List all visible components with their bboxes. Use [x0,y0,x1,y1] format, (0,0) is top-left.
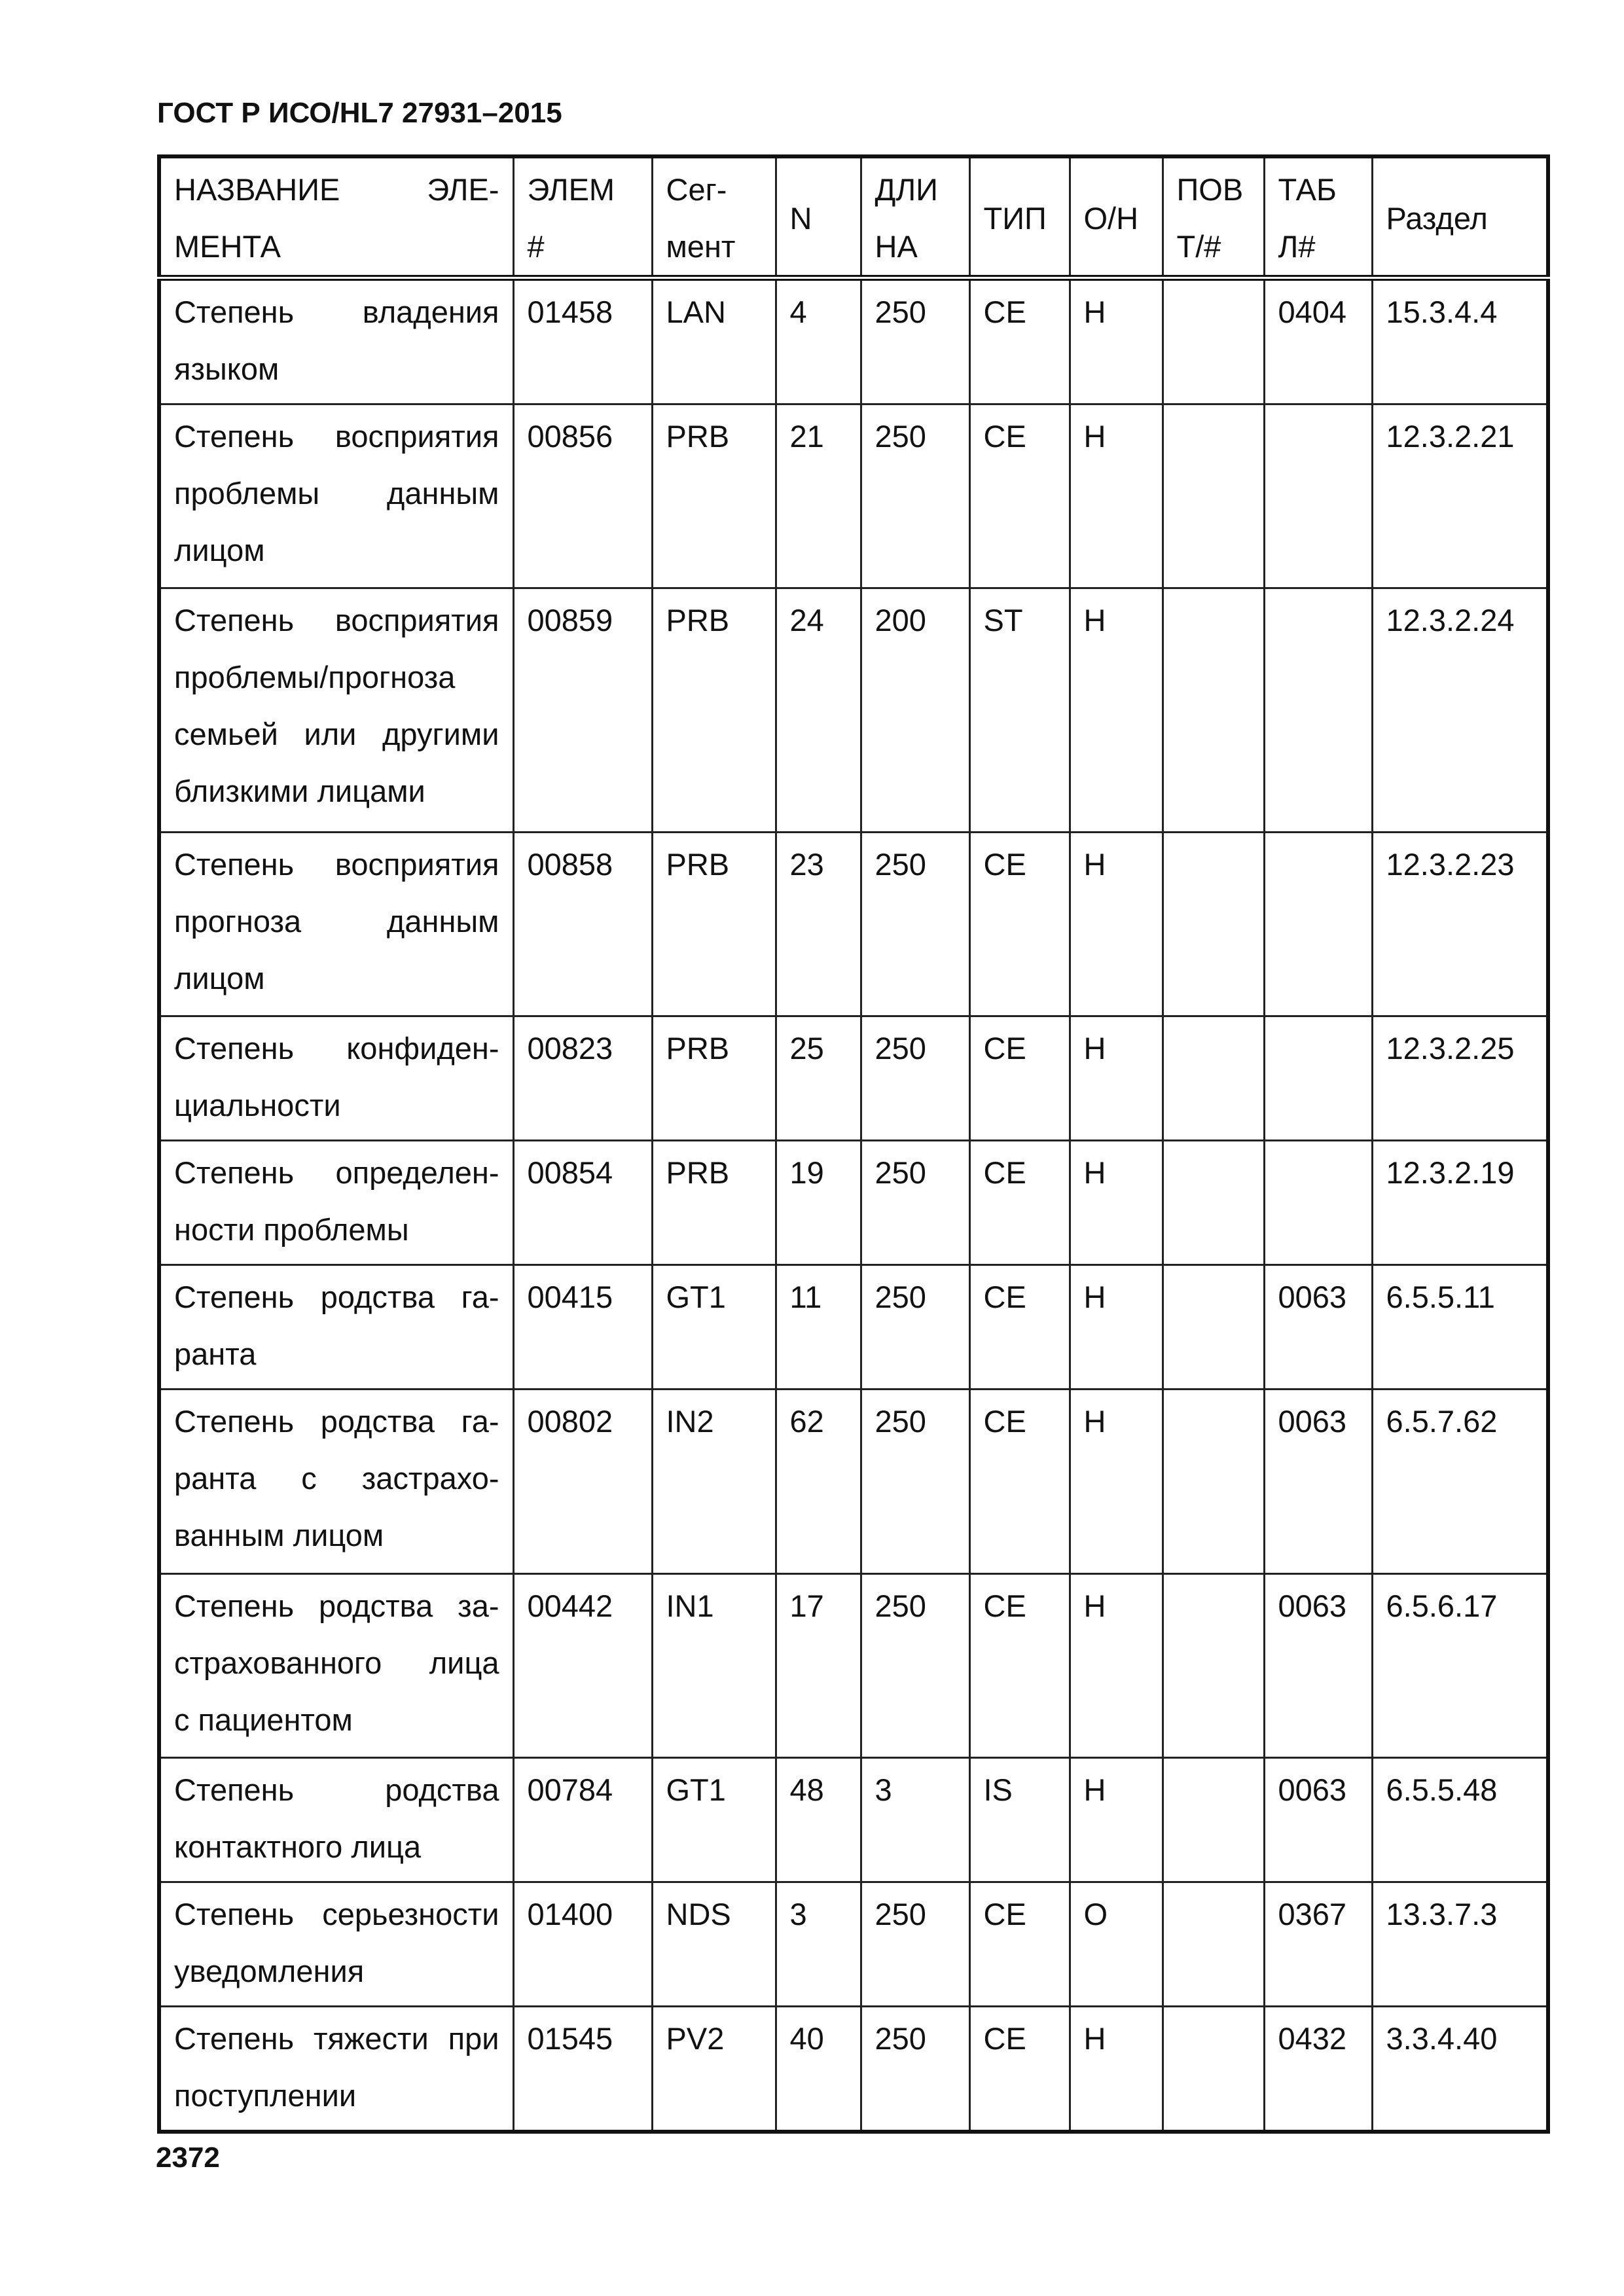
cell-section: 6.5.7.62 [1372,1390,1548,1573]
cell-elem: 00802 [513,1390,652,1573]
cell-n: 25 [776,1016,861,1141]
element-name-cell [159,1882,513,2006]
cell-section: 12.3.2.19 [1372,1141,1548,1265]
cell-rep [1163,2006,1264,2132]
column-header-elem [513,156,652,278]
page-number: 2372 [156,2142,220,2174]
cell-section: 6.5.5.48 [1372,1757,1548,1882]
element-name-cell [159,404,513,588]
cell-segment: NDS [652,1882,776,2006]
element-name-line: языком [174,351,280,386]
table-body [159,278,1548,2132]
element-name-line: лицом [174,533,265,568]
cell-rep [1163,1757,1264,1882]
cell-type: CE [969,1390,1070,1573]
cell-n: 40 [776,2006,861,2132]
element-name-line: ности проблемы [174,1212,409,1247]
table-header [159,156,1548,278]
column-header-n [776,156,861,278]
cell-type: IS [969,1757,1070,1882]
element-name-line: Степень восприятия [174,603,499,638]
cell-segment: GT1 [652,1265,776,1390]
column-header-line: мент [666,229,736,264]
cell-elem: 00415 [513,1265,652,1390]
cell-opt: Н [1070,833,1163,1016]
cell-segment: GT1 [652,1757,776,1882]
cell-rep [1163,1573,1264,1757]
element-name-line: Степень определен- [174,1155,499,1191]
cell-rep [1163,278,1264,404]
cell-tbl: 0404 [1264,278,1372,404]
element-name-cell [159,2006,513,2132]
cell-elem: 01458 [513,278,652,404]
cell-n: 48 [776,1757,861,1882]
cell-type: CE [969,1016,1070,1141]
cell-segment: PRB [652,1016,776,1141]
cell-type: CE [969,1882,1070,2006]
element-name-line: Степень родства за- [174,1588,499,1623]
cell-segment: PRB [652,833,776,1016]
cell-tbl [1264,833,1372,1016]
cell-section: 13.3.7.3 [1372,1882,1548,2006]
cell-section: 6.5.5.11 [1372,1265,1548,1390]
column-header-type [969,156,1070,278]
column-header-line: О/Н [1083,200,1139,236]
cell-segment: PRB [652,404,776,588]
element-name-line: Степень серьезности [174,1896,499,1931]
table-row [159,1016,1548,1141]
element-name-line: ранта [174,1336,257,1372]
cell-opt: Н [1070,1573,1163,1757]
cell-length: 250 [861,2006,969,2132]
column-header-line: ДЛИ [875,172,938,207]
cell-tbl: 0367 [1264,1882,1372,2006]
cell-n: 3 [776,1882,861,2006]
element-name-cell [159,278,513,404]
table-row [159,1882,1548,2006]
column-header-line: Сег- [666,172,727,207]
cell-type: CE [969,2006,1070,2132]
element-name-cell [159,1141,513,1265]
element-name-cell [159,1265,513,1390]
cell-elem: 01400 [513,1882,652,2006]
cell-type: CE [969,278,1070,404]
column-header-tbl [1264,156,1372,278]
cell-elem: 00859 [513,588,652,833]
column-header-length [861,156,969,278]
cell-section: 12.3.2.25 [1372,1016,1548,1141]
cell-type: CE [969,404,1070,588]
cell-rep [1163,1141,1264,1265]
cell-length: 250 [861,833,969,1016]
cell-section: 6.5.6.17 [1372,1573,1548,1757]
cell-length: 250 [861,1141,969,1265]
cell-section: 12.3.2.24 [1372,588,1548,833]
table-row [159,1573,1548,1757]
table-row [159,1265,1548,1390]
element-name-line: лицом [174,961,265,996]
element-name-line: поступлении [174,2077,357,2113]
cell-section: 15.3.4.4 [1372,278,1548,404]
cell-rep [1163,588,1264,833]
column-header-line: Л# [1278,229,1316,264]
element-name-line: Степень родства га- [174,1404,499,1439]
cell-tbl [1264,404,1372,588]
column-header-rep [1163,156,1264,278]
column-header-line: ЭЛЕМ [527,172,615,207]
element-name-cell [159,1573,513,1757]
element-name-cell [159,1016,513,1141]
cell-type: CE [969,833,1070,1016]
cell-opt: Н [1070,1265,1163,1390]
header-row [159,156,1548,278]
cell-opt: Н [1070,278,1163,404]
cell-elem: 01545 [513,2006,652,2132]
cell-segment: PRB [652,1141,776,1265]
column-header-name [159,156,513,278]
cell-tbl: 0063 [1264,1757,1372,1882]
cell-length: 250 [861,278,969,404]
element-name-line: Степень тяжести при [174,2020,499,2056]
cell-segment: PRB [652,588,776,833]
column-header-line: НА [875,229,918,264]
cell-rep [1163,1882,1264,2006]
cell-rep [1163,1016,1264,1141]
cell-rep [1163,1265,1264,1390]
cell-n: 19 [776,1141,861,1265]
cell-n: 21 [776,404,861,588]
element-name-line: семьей или другими [174,717,499,752]
element-name-line: с пациентом [174,1702,353,1737]
cell-n: 24 [776,588,861,833]
cell-opt: Н [1070,2006,1163,2132]
cell-n: 17 [776,1573,861,1757]
element-name-cell [159,833,513,1016]
column-header-line: НАЗВАНИЕ ЭЛЕ- [174,172,499,207]
element-name-line: близкими лицами [174,774,425,809]
cell-segment: IN2 [652,1390,776,1573]
element-name-line: Степень владения [174,295,499,329]
cell-length: 3 [861,1757,969,1882]
cell-n: 62 [776,1390,861,1573]
element-name-line: проблемы данным [174,476,499,511]
element-name-line: прогноза данным [174,904,499,939]
cell-length: 250 [861,1882,969,2006]
elements-table [157,154,1550,2134]
column-header-line: N [789,200,812,236]
column-header-segment [652,156,776,278]
cell-length: 250 [861,1016,969,1141]
document-header: ГОСТ Р ИСО/HL7 27931–2015 [157,97,562,129]
cell-elem: 00784 [513,1757,652,1882]
element-name-line: уведомления [174,1953,365,1988]
cell-opt: Н [1070,404,1163,588]
cell-length: 250 [861,404,969,588]
cell-opt: Н [1070,588,1163,833]
element-name-line: страхованного лица [174,1645,499,1680]
column-header-line: ПОВ [1176,172,1244,207]
cell-n: 4 [776,278,861,404]
column-header-section [1372,156,1548,278]
cell-section: 12.3.2.23 [1372,833,1548,1016]
cell-type: CE [969,1265,1070,1390]
cell-elem: 00823 [513,1016,652,1141]
table-row [159,1757,1548,1882]
cell-tbl [1264,588,1372,833]
element-name-line: циальности [174,1088,341,1123]
cell-length: 250 [861,1265,969,1390]
cell-opt: Н [1070,1016,1163,1141]
cell-opt: Н [1070,1757,1163,1882]
table-row [159,1390,1548,1573]
column-header-opt [1070,156,1163,278]
column-header-line: # [527,229,545,264]
cell-elem: 00442 [513,1573,652,1757]
cell-elem: 00858 [513,833,652,1016]
element-name-line: Степень восприятия [174,419,499,454]
cell-rep [1163,1390,1264,1573]
element-name-line: ванным лицом [174,1518,384,1553]
element-name-line: проблемы/прогноза [174,660,456,695]
cell-n: 11 [776,1265,861,1390]
element-name-line: контактного лица [174,1829,422,1864]
table-row [159,588,1548,833]
cell-elem: 00856 [513,404,652,588]
cell-section: 3.3.4.40 [1372,2006,1548,2132]
cell-rep [1163,833,1264,1016]
cell-tbl [1264,1141,1372,1265]
cell-type: ST [969,588,1070,833]
cell-length: 250 [861,1573,969,1757]
element-name-line: ранта с застрахо- [174,1461,499,1496]
element-name-line: Степень родства [174,1772,499,1807]
cell-tbl [1264,1016,1372,1141]
element-name-cell [159,1757,513,1882]
table-row [159,833,1548,1016]
cell-tbl: 0063 [1264,1265,1372,1390]
column-header-line: Раздел [1386,200,1488,236]
element-name-line: Степень конфиден- [174,1031,499,1066]
cell-length: 200 [861,588,969,833]
table-row [159,2006,1548,2132]
cell-segment: PV2 [652,2006,776,2132]
cell-tbl: 0063 [1264,1390,1372,1573]
cell-type: CE [969,1573,1070,1757]
column-header-line: МЕНТА [174,229,281,264]
element-name-line: Степень родства га- [174,1280,499,1315]
table-row [159,1141,1548,1265]
cell-opt: Н [1070,1141,1163,1265]
cell-elem: 00854 [513,1141,652,1265]
cell-segment: LAN [652,278,776,404]
element-name-cell [159,588,513,833]
cell-length: 250 [861,1390,969,1573]
cell-segment: IN1 [652,1573,776,1757]
table-row [159,278,1548,404]
cell-opt: О [1070,1882,1163,2006]
column-header-line: Т/# [1176,229,1221,264]
cell-n: 23 [776,833,861,1016]
cell-tbl: 0432 [1264,2006,1372,2132]
element-name-line: Степень восприятия [174,847,499,882]
cell-rep [1163,404,1264,588]
column-header-line: ТИП [983,200,1047,236]
element-name-cell [159,1390,513,1573]
cell-type: CE [969,1141,1070,1265]
column-header-line: ТАБ [1278,172,1337,207]
table-row [159,404,1548,588]
cell-tbl: 0063 [1264,1573,1372,1757]
cell-section: 12.3.2.21 [1372,404,1548,588]
cell-opt: Н [1070,1390,1163,1573]
